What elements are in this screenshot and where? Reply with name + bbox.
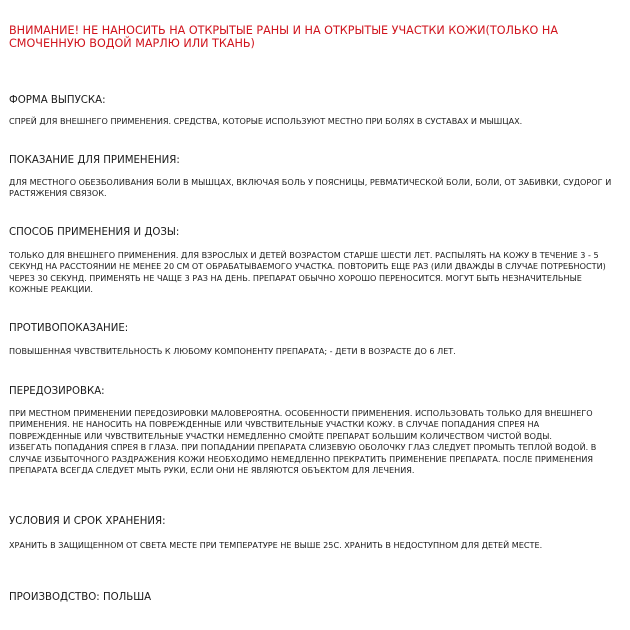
usage-heading: СПОСОБ ПРИМЕНЕНИЯ И ДОЗЫ: (9, 227, 180, 238)
indication-paragraph: ДЛЯ МЕСТНОГО ОБЕЗБОЛИВАНИЯ БОЛИ В МЫШЦАХ, ВКЛЮЧАЯ БОЛЬ У ПОЯСНИЦЫ, РЕВМАТИЧЕСКОЙ БОЛИ, БОЛИ, ОТ ЗАБИВКИ, СУДОРОГ И РАСТЯЖЕНИЯ СВЯЗОК. (9, 177, 612, 199)
storage-heading: УСЛОВИЯ И СРОК ХРАНЕНИЯ: (9, 516, 166, 527)
storage-text (9, 540, 614, 551)
usage-paragraph: ТОЛЬКО ДЛЯ ВНЕШНЕГО ПРИМЕНЕНИЯ. ДЛЯ ВЗРОСЛЫХ И ДЕТЕЙ ВОЗРАСТОМ СТАРШЕ ШЕСТИ ЛЕТ. РАСПЫЛЯТЬ НА КОЖУ В ТЕЧЕНИЕ 3 - 5 СЕКУНД НА РАССТОЯНИИ НЕ МЕНЕЕ 20 СМ ОТ ОБРАБАТЫВАЕМОГО УЧАСТКА. ПОВТОРИТЬ ЕЩЕ РАЗ (ИЛИ ДВАЖДЫ В СЛУЧАЕ ПОТРЕБНОСТИ) ЧЕРЕЗ 30 СЕКУНД. ПРИМЕНЯТЬ НЕ ЧАЩЕ 3 РАЗ НА ДЕНЬ. ПРЕПАРАТ ОБЫЧНО ХОРОШО ПЕРЕНОСИТСЯ. МОГУТ БЫТЬ НЕЗНАЧИТЕЛЬНЫЕ КОЖНЫЕ РЕАКЦИИ. (9, 250, 606, 295)
form-paragraph: СПРЕЙ ДЛЯ ВНЕШНЕГО ПРИМЕНЕНИЯ. СРЕДСТВА, КОТОРЫЕ ИСПОЛЬЗУЮТ МЕСТНО ПРИ БОЛЯХ В СУСТАВАХ И МЫШЦАХ. (9, 116, 523, 126)
indication-text (9, 177, 614, 200)
production-heading: ПРОИЗВОДСТВО: ПОЛЬША (9, 592, 152, 603)
storage-paragraph: ХРАНИТЬ В ЗАЩИЩЕННОМ ОТ СВЕТА МЕСТЕ ПРИ ТЕМПЕРАТУРЕ НЕ ВЫШЕ 25С. ХРАНИТЬ В НЕДОСТУПНОМ ДЛЯ ДЕТЕЙ МЕСТЕ. (9, 540, 543, 550)
contraindication-heading: ПРОТИВОПОКАЗАНИЕ: (9, 323, 129, 334)
overdose-text (9, 408, 614, 476)
contraindication-text (9, 346, 614, 357)
warning-notice: ВНИМАНИЕ! НЕ НАНОСИТЬ НА ОТКРЫТЫЕ РАНЫ И НА ОТКРЫТЫЕ УЧАСТКИ КОЖИ(ТОЛЬКО НА СМОЧЕННУЮ ВОДОЙ МАРЛЮ ИЛИ ТКАНЬ) (9, 24, 558, 50)
overdose-paragraph-1: ПРИ МЕСТНОМ ПРИМЕНЕНИИ ПЕРЕДОЗИРОВКИ МАЛОВЕРОЯТНА. ОСОБЕННОСТИ ПРИМЕНЕНИЯ. ИСПОЛЬЗОВАТЬ ТОЛЬКО ДЛЯ ВНЕШНЕГО ПРИМЕНЕНИЯ. НЕ НАНОСИТЬ НА ПОВРЕЖДЕННЫЕ ИЛИ ЧУВСТВИТЕЛЬНЫЕ УЧАСТКИ КОЖУ. В СЛУЧАЕ ПОПАДАНИЯ СПРЕЯ НА ПОВРЕЖДЕННЫЕ ИЛИ ЧУВСТВИТЕЛЬНЫЕ УЧАСТКИ НЕМЕДЛЕННО СМОЙТЕ ПРЕПАРАТ БОЛЬШИМ КОЛИЧЕСТВОМ ЧИСТОЙ ВОДЫ. (9, 408, 593, 441)
contraindication-paragraph: ПОВЫШЕННАЯ ЧУВСТВИТЕЛЬНОСТЬ К ЛЮБОМУ КОМПОНЕНТУ ПРЕПАРАТА; - ДЕТИ В ВОЗРАСТЕ ДО 6 ЛЕТ. (9, 346, 456, 356)
form-heading: ФОРМА ВЫПУСКА: (9, 95, 106, 106)
usage-text (9, 250, 614, 296)
overdose-paragraph-2: ИЗБЕГАТЬ ПОПАДАНИЯ СПРЕЯ В ГЛАЗА. ПРИ ПОПАДАНИИ ПРЕПАРАТА СЛИЗЕВУЮ ОБОЛОЧКУ ГЛАЗ СЛЕДУЕТ ПРОМЫТЬ ТЕПЛОЙ ВОДОЙ. В СЛУЧАЕ ИЗБЫТОЧНОГО РАЗДРАЖЕНИЯ КОЖИ НЕОБХОДИМО НЕМЕДЛЕННО ПРЕКРАТИТЬ ПРИМЕНЕНИЕ ПРЕПАРАТА. ПОСЛЕ ПРИМЕНЕНИЯ ПРЕПАРАТА ВСЕГДА СЛЕДУЕТ МЫТЬ РУКИ, ЕСЛИ ОНИ НЕ ЯВЛЯЮТСЯ ОБЪЕКТОМ ДЛЯ ЛЕЧЕНИЯ. (9, 442, 597, 476)
overdose-heading: ПЕРЕДОЗИРОВКА: (9, 386, 105, 397)
indication-heading: ПОКАЗАНИЕ ДЛЯ ПРИМЕНЕНИЯ: (9, 155, 180, 166)
form-text (9, 116, 614, 127)
